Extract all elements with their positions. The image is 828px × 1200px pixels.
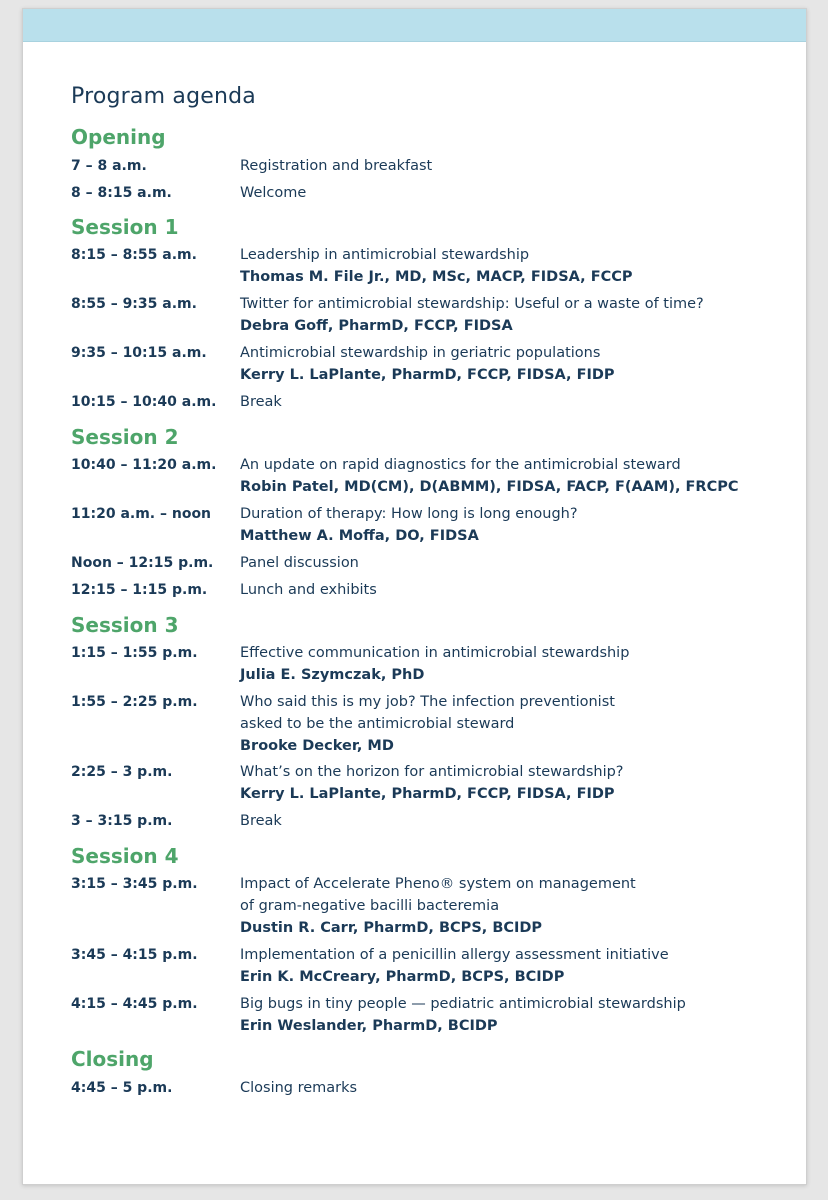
agenda-time: 3:45 – 4:15 p.m. [71,947,198,963]
agenda-time: 8 – 8:15 a.m. [71,185,172,201]
agenda-time: Noon – 12:15 p.m. [71,555,214,571]
page-title: Program agenda [71,84,256,109]
agenda-title: Closing remarks [240,1080,358,1096]
agenda-speaker: Matthew A. Moffa, DO, FIDSA [240,528,479,544]
agenda-time: 4:45 – 5 p.m. [71,1080,173,1096]
agenda-title: Break [240,813,282,829]
agenda-time: 9:35 – 10:15 a.m. [71,345,207,361]
agenda-title: asked to be the antimicrobial steward [240,716,515,732]
section-heading: Session 3 [71,613,179,637]
agenda-speaker: Kerry L. LaPlante, PharmD, FCCP, FIDSA, FIDP [240,367,615,383]
agenda-details [240,503,800,547]
agenda-title: Panel discussion [240,555,359,571]
agenda-title: Who said this is my job? The infection preventionist [240,694,615,710]
agenda-details [240,761,800,805]
agenda-title: Lunch and exhibits [240,582,377,598]
agenda-speaker: Erin Weslander, PharmD, BCIDP [240,1018,498,1034]
section-heading: Session 1 [71,215,179,239]
agenda-time: 10:40 – 11:20 a.m. [71,457,217,473]
section-heading: Session 4 [71,844,179,868]
agenda-time: 4:15 – 4:45 p.m. [71,996,198,1012]
agenda-speaker: Julia E. Szymczak, PhD [240,667,425,683]
agenda-time: 7 – 8 a.m. [71,158,147,174]
agenda-time: 11:20 a.m. – noon [71,506,212,522]
agenda-details [240,579,800,601]
agenda-speaker: Kerry L. LaPlante, PharmD, FCCP, FIDSA, FIDP [240,786,615,802]
agenda-details [240,810,800,832]
agenda-details [240,342,800,386]
agenda-title: Leadership in antimicrobial stewardship [240,247,530,263]
agenda-time: 8:55 – 9:35 a.m. [71,296,197,312]
agenda-details [240,873,800,939]
agenda-title: Registration and breakfast [240,158,433,174]
agenda-details [240,182,800,204]
agenda-details [240,993,800,1037]
agenda-title: Twitter for antimicrobial stewardship: Useful or a waste of time? [240,296,704,312]
agenda-time: 12:15 – 1:15 p.m. [71,582,208,598]
agenda-details [240,391,800,413]
agenda-page [22,8,807,1185]
agenda-speaker: Brooke Decker, MD [240,738,394,754]
agenda-time: 2:25 – 3 p.m. [71,764,173,780]
agenda-details [240,244,800,288]
agenda-speaker: Erin K. McCreary, PharmD, BCPS, BCIDP [240,969,565,985]
agenda-time: 10:15 – 10:40 a.m. [71,394,217,410]
section-heading: Opening [71,125,166,149]
agenda-speaker: Robin Patel, MD(CM), D(ABMM), FIDSA, FACP, F(AAM), FRCPC [240,479,739,495]
agenda-time: 3:15 – 3:45 p.m. [71,876,198,892]
agenda-time: 1:15 – 1:55 p.m. [71,645,198,661]
agenda-details [240,155,800,177]
agenda-title: of gram-negative bacilli bacteremia [240,898,500,914]
agenda-details [240,1077,800,1099]
agenda-title: Big bugs in tiny people — pediatric antimicrobial stewardship [240,996,686,1012]
agenda-speaker: Dustin R. Carr, PharmD, BCPS, BCIDP [240,920,543,936]
agenda-details [240,642,800,686]
agenda-time: 3 – 3:15 p.m. [71,813,173,829]
agenda-title: Welcome [240,185,307,201]
agenda-details [240,552,800,574]
agenda-details [240,293,800,337]
agenda-time: 8:15 – 8:55 a.m. [71,247,197,263]
agenda-title: What’s on the horizon for antimicrobial stewardship? [240,764,624,780]
agenda-title: Duration of therapy: How long is long enough? [240,506,578,522]
agenda-speaker: Debra Goff, PharmD, FCCP, FIDSA [240,318,513,334]
section-heading: Session 2 [71,425,179,449]
agenda-title: Impact of Accelerate Pheno® system on management [240,876,636,892]
agenda-title: Break [240,394,282,410]
agenda-title: Antimicrobial stewardship in geriatric populations [240,345,601,361]
agenda-title: Implementation of a penicillin allergy assessment initiative [240,947,669,963]
agenda-title: Effective communication in antimicrobial stewardship [240,645,630,661]
agenda-title: An update on rapid diagnostics for the antimicrobial steward [240,457,681,473]
agenda-details [240,944,800,988]
agenda-details [240,454,800,498]
agenda-speaker: Thomas M. File Jr., MD, MSc, MACP, FIDSA, FCCP [240,269,633,285]
agenda-details [240,691,800,757]
section-heading: Closing [71,1047,154,1071]
agenda-time: 1:55 – 2:25 p.m. [71,694,198,710]
top-color-band [23,9,806,42]
